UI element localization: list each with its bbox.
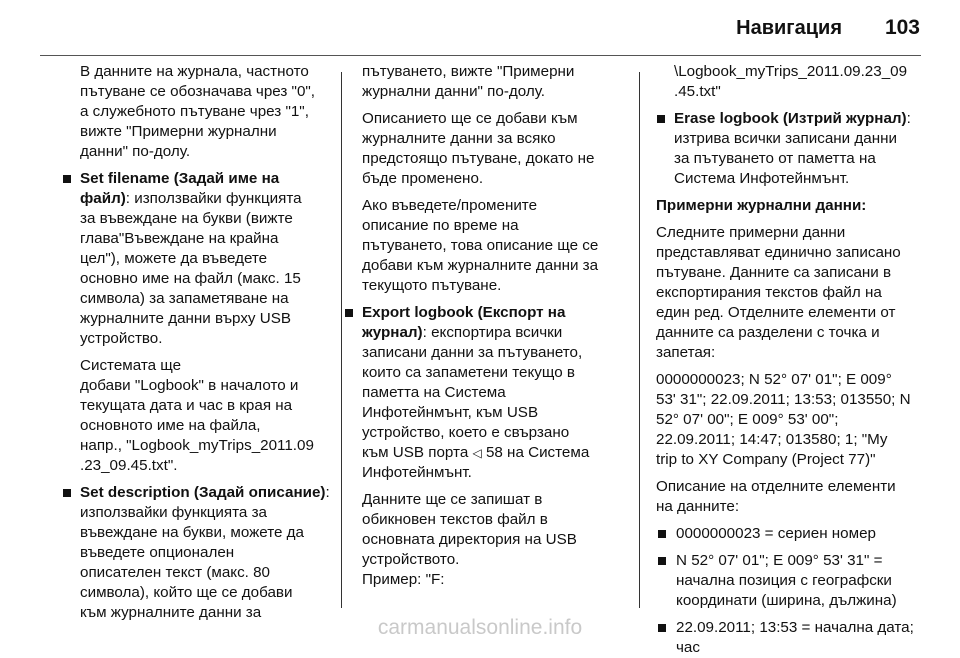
bullet-item-export-logbook: [362, 303, 628, 483]
bullet-item-erase-logbook: [674, 109, 924, 189]
text-line: журнални данни" по-долу.: [362, 83, 546, 100]
text-line: към USB порта: [362, 444, 473, 461]
text-line: пътуване се обозначава чрез "0",: [80, 83, 316, 100]
text-line: 53' 31"; 22.09.2011; 13:53; 013550; N: [656, 391, 911, 408]
paragraph: [80, 62, 330, 162]
text-line: глава"Въвеждане на крайна: [80, 230, 279, 247]
paragraph: [362, 62, 628, 102]
text-line: за въвеждане на букви (вижте: [80, 210, 293, 227]
paragraph: [656, 477, 924, 517]
text-line: Данните ще се запишат в: [362, 491, 543, 508]
page-header: [0, 0, 960, 58]
text-line: Описание на отделните елементи: [656, 478, 896, 495]
text-line: текущото пътуване.: [362, 277, 502, 294]
text-line: пътуването, това описание ще се: [362, 237, 599, 254]
text-line: 0000000023 = сериен номер: [676, 525, 876, 542]
page-number: 103: [884, 16, 920, 39]
text-line: журналните данни за всяко: [362, 130, 556, 147]
paragraph: [656, 223, 924, 363]
text-line: .23_09.45.txt".: [80, 457, 178, 474]
text-line: а служебното пътуване чрез "1",: [80, 103, 309, 120]
page-reference: 58 на Система: [481, 444, 590, 461]
text-line: вижте "Примерни журнални: [80, 123, 277, 140]
text-line: В данните на журнала, частното: [80, 63, 309, 80]
text-line: .45.txt": [674, 83, 721, 100]
menu-term: журнал): [362, 324, 423, 341]
bullet-icon: [345, 309, 353, 317]
text-line: устройство.: [80, 330, 163, 347]
text-line: текущата дата и час в края на: [80, 397, 293, 414]
text-line: за пътуването от паметта на: [674, 150, 876, 167]
text-line: представляват единично записано: [656, 244, 901, 261]
text-line: Инфотейнмънт, към USB: [362, 404, 539, 421]
text-line: напр., "Logbook_myTrips_2011.09: [80, 437, 314, 454]
text-line: : експортира всички: [422, 324, 563, 341]
text-line: изтрива всички записани данни: [674, 130, 897, 147]
text-column-1: [80, 62, 330, 621]
text-line: паметта на Система: [362, 384, 506, 401]
text-line: 22.09.2011; 13:53 = начална дата;: [676, 619, 914, 636]
text-line: пътуването, вижте "Примерни: [362, 63, 575, 80]
menu-term: Set description (Задай описание): [80, 484, 326, 501]
menu-term: Erase logbook (Изтрий журнал): [674, 110, 907, 127]
text-line: описание по време на: [362, 217, 519, 234]
text-line: пътуване. Данните са записани в: [656, 264, 892, 281]
text-line: данните са разделени с точка и: [656, 324, 880, 341]
text-line: на данните:: [656, 498, 740, 515]
paragraph: [362, 490, 628, 590]
text-line: цел"), можете да въведете: [80, 250, 268, 267]
text-line: : използвайки функцията: [125, 190, 302, 207]
bullet-icon: [63, 489, 71, 497]
text-line: :: [906, 110, 911, 127]
text-column-2: [362, 62, 628, 608]
bullet-icon: [658, 530, 666, 538]
text-line: въвеждане на букви, можете да: [80, 524, 304, 541]
text-line: :: [325, 484, 330, 501]
text-line: Ако въведете/промените: [362, 197, 538, 214]
header-divider: [40, 55, 921, 56]
bullet-icon: [63, 175, 71, 183]
text-line: символа), който ще се добави: [80, 584, 293, 601]
bullet-icon: [657, 115, 665, 123]
text-line: символа) за запаметяване на: [80, 290, 289, 307]
page-title: Навигация: [736, 17, 842, 39]
text-line: Пример: "F:: [362, 571, 445, 588]
text-line: устройството.: [362, 551, 460, 568]
text-line: устройство, което е свързано: [362, 424, 570, 441]
text-line: начална позиция с географски: [676, 572, 892, 589]
list-item: [656, 551, 924, 611]
paragraph: [362, 109, 628, 189]
menu-term: файл): [80, 190, 126, 207]
text-line: добави към журналните данни за: [362, 257, 599, 274]
text-line: N 52° 07' 01"; E 009° 53' 31" =: [676, 552, 883, 569]
text-line: добави "Logbook" в началото и: [80, 377, 299, 394]
text-line: експортирания текстов файл на: [656, 284, 882, 301]
text-line: които са запаметени текущо в: [362, 364, 575, 381]
text-line: основното име на файла,: [80, 417, 261, 434]
text-line: към журналните данни за: [80, 604, 262, 621]
bullet-item-set-filename: [80, 169, 330, 349]
text-line: записани данни за пътуването,: [362, 344, 583, 361]
text-line: основната директория на USB: [362, 531, 577, 548]
text-line: предстоящо пътуване, докато не: [362, 150, 595, 167]
text-line: запетая:: [656, 344, 716, 361]
text-line: 22.09.2011; 14:47; 013580; 1; "My: [656, 431, 888, 448]
text-line: Инфотейнмънт.: [362, 464, 472, 481]
bullet-item-set-description: [80, 483, 330, 623]
paragraph: [656, 62, 924, 102]
text-column-3: [656, 62, 924, 656]
text-line: бъде променено.: [362, 170, 484, 187]
text-line: trip to XY Company (Project 77)": [656, 451, 876, 468]
column-divider: [639, 72, 640, 608]
text-line: Система Инфотейнмънт.: [674, 170, 850, 187]
list-item: [656, 524, 924, 544]
menu-term: Export logbook (Експорт на: [362, 304, 566, 321]
paragraph: [80, 356, 330, 476]
text-line: журналните данни върху USB: [80, 310, 291, 327]
paragraph: [656, 370, 924, 470]
menu-term: Set filename (Задай име на: [80, 170, 280, 187]
text-line: 0000000023; N 52° 07' 01"; E 009°: [656, 371, 892, 388]
text-line: един ред. Отделните елементи от: [656, 304, 896, 321]
text-line: 52° 07' 00"; E 009° 53' 00";: [656, 411, 839, 428]
paragraph: [362, 196, 628, 296]
column-divider: [341, 72, 342, 608]
watermark: carmanualsonline.info: [377, 616, 583, 639]
text-line: Следните примерни данни: [656, 224, 846, 241]
text-line: час: [676, 639, 700, 656]
section-heading: Примерни журнални данни:: [656, 197, 867, 214]
text-line: въведете опционален: [80, 544, 235, 561]
text-line: използвайки функцията за: [80, 504, 268, 521]
text-line: описателен текст (макс. 80: [80, 564, 271, 581]
text-line: координати (ширина, дължина): [676, 592, 897, 609]
bullet-icon: [658, 557, 666, 565]
text-line: основно име на файл (макс. 15: [80, 270, 301, 287]
text-line: Системата ще: [80, 357, 182, 374]
text-line: Описанието ще се добави към: [362, 110, 578, 127]
text-line: \Logbook_myTrips_2011.09.23_09: [674, 63, 908, 80]
page-reference-arrow-icon: ◁: [472, 446, 482, 460]
text-line: обикновен текстов файл в: [362, 511, 548, 528]
text-line: данни" по-долу.: [80, 143, 191, 160]
